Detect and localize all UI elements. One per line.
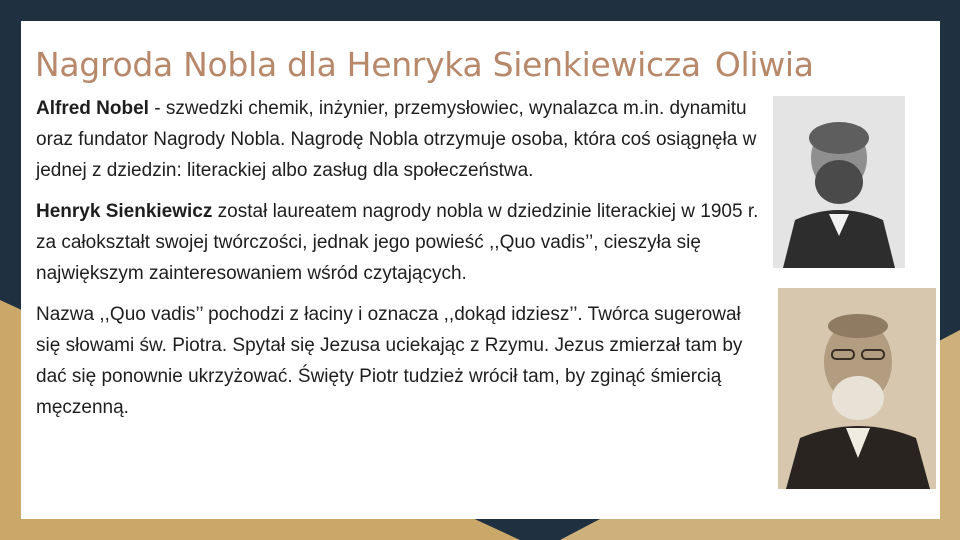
slide-title	[35, 43, 814, 87]
paragraph-text: został laureatem nagrody nobla w dziedzinie literackiej w 1905 r. za całokształt swojej twórczości, jednak jego powieść ,,Quo vadis’’, cieszyła się największym zainteresowaniem wśród czytających.	[36, 201, 759, 284]
paragraph-bold: Alfred Nobel	[36, 98, 149, 119]
portrait-image	[773, 96, 905, 268]
title-text: Nagroda Nobla dla Henryka Sienkiewicza	[35, 45, 701, 84]
paragraph-nobel	[36, 93, 761, 186]
paragraph-sienkiewicz	[36, 196, 761, 289]
paragraph-text: Nazwa ,,Quo vadis’’ pochodzi z łaciny i oznacza ,,dokąd idziesz’’. Twórca sugerował się słowami św. Piotra. Spytał się Jezusa uciekając z Rzymu. Jezus zmierzał tam by dać się ponownie ukrzyżować. Święty Piotr tudzież wrócił tam, by zginąć śmiercią męczenną.	[36, 304, 743, 418]
paragraph-bold: Henryk Sienkiewicz	[36, 201, 213, 222]
paragraph-text: - szwedzki chemik, inżynier, przemysłowiec, wynalazca m.in. dynamitu oraz fundator Nagrody Nobla. Nagrodę Nobla otrzymuje osoba, która coś osiągnęła w jednej z dziedzin: literackiej albo zasług dla społeczeństwa.	[36, 98, 757, 181]
author-name: Oliwia	[714, 45, 814, 84]
henryk-sienkiewicz-portrait	[778, 288, 936, 489]
slide-card	[21, 21, 940, 519]
portrait-image	[778, 288, 936, 489]
slide-body	[36, 93, 761, 433]
paragraph-quo-vadis	[36, 299, 761, 423]
alfred-nobel-portrait	[773, 96, 905, 268]
